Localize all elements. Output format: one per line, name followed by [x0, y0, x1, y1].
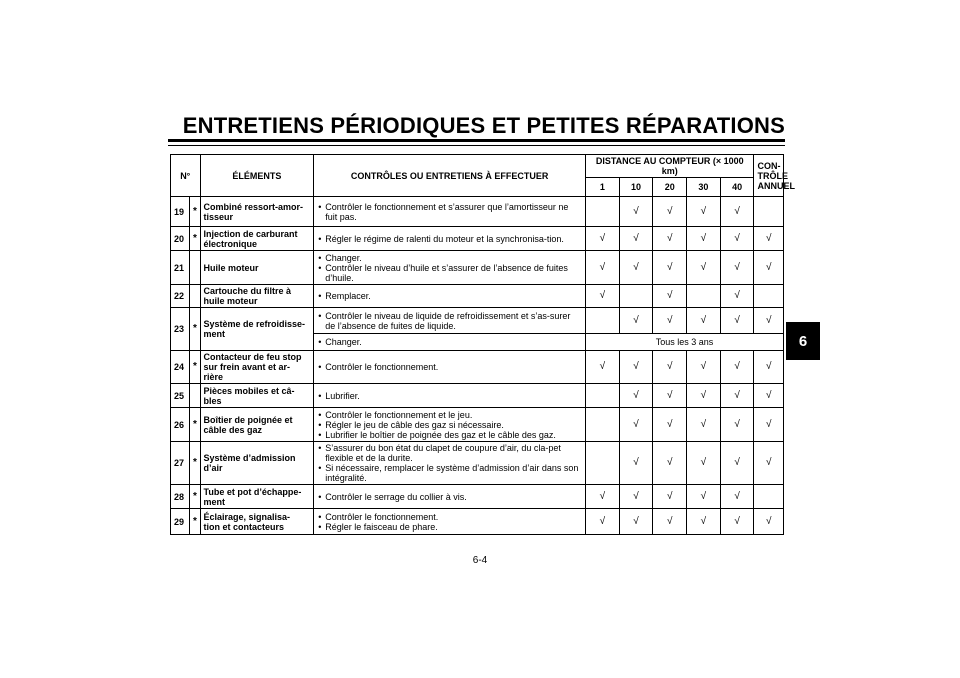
check-mark: √	[653, 384, 687, 408]
check-mark: √	[754, 308, 784, 334]
action-item: • Régler le faisceau de phare.	[317, 522, 582, 532]
check-mark: √	[720, 442, 754, 485]
dealer-marker: *	[189, 227, 200, 251]
row-actions	[314, 351, 586, 384]
check-mark: √	[653, 408, 687, 442]
row-number: 26	[171, 408, 190, 442]
dealer-marker	[189, 285, 200, 308]
check-mark: √	[653, 308, 687, 334]
check-mark: √	[619, 351, 653, 384]
element-label: Injection de carburant électronique	[203, 228, 298, 249]
check-mark	[754, 285, 784, 308]
table-row	[171, 227, 784, 251]
check-mark	[585, 384, 619, 408]
element-label: Huile moteur	[203, 262, 259, 273]
check-mark	[619, 285, 653, 308]
action-item: • Si nécessaire, remplacer le système d’admission d’air dans son intégralité.	[317, 463, 582, 483]
check-mark: √	[653, 485, 687, 509]
check-mark: √	[585, 227, 619, 251]
check-mark: √	[653, 251, 687, 285]
maintenance-table	[170, 154, 795, 535]
row-number: 23	[171, 308, 190, 351]
header-km: 1	[585, 178, 619, 197]
row-actions	[314, 251, 586, 285]
row-element	[200, 251, 314, 285]
row-element	[200, 442, 314, 485]
action-item: • Contrôler le fonctionnement.	[317, 512, 582, 522]
action-item: • Lubrifier le boîtier de poignée des gaz et le câble des gaz.	[317, 430, 582, 440]
table-row	[171, 197, 784, 227]
element-label: Tube et pot d’échappe- ment	[203, 486, 302, 507]
row-number: 24	[171, 351, 190, 384]
check-mark: √	[720, 509, 754, 535]
header-distance: DISTANCE AU COMPTEUR (× 1000 km)	[585, 155, 754, 178]
element-label: Système de refroidisse- ment	[203, 319, 306, 339]
element-label: Pièces mobiles et câ- bles	[203, 385, 295, 406]
header-km: 40	[720, 178, 754, 197]
table-row	[171, 308, 784, 334]
check-mark: √	[653, 351, 687, 384]
action-item: • Changer.	[317, 337, 582, 347]
interval-note: Tous les 3 ans	[585, 334, 783, 351]
row-actions	[314, 285, 586, 308]
action-item: • Contrôler le fonctionnement et s’assurer que l’amortisseur ne fuit pas.	[317, 202, 582, 222]
dealer-marker: *	[189, 197, 200, 227]
action-item: • Régler le jeu de câble des gaz si nécessaire.	[317, 420, 582, 430]
check-mark: √	[687, 442, 721, 485]
check-mark: √	[585, 285, 619, 308]
check-mark: √	[619, 485, 653, 509]
row-element	[200, 308, 314, 351]
dealer-marker: *	[189, 408, 200, 442]
check-mark: √	[687, 408, 721, 442]
title-rule-thick	[168, 139, 785, 142]
dealer-marker	[189, 251, 200, 285]
row-element	[200, 408, 314, 442]
check-mark: √	[687, 251, 721, 285]
check-mark: √	[653, 285, 687, 308]
check-mark: √	[619, 509, 653, 535]
row-actions	[314, 408, 586, 442]
check-mark	[754, 197, 784, 227]
check-mark: √	[720, 227, 754, 251]
check-mark: √	[720, 251, 754, 285]
element-label: Cartouche du filtre à huile moteur	[203, 286, 292, 306]
table-row	[171, 485, 784, 509]
row-number: 29	[171, 509, 190, 535]
row-actions	[314, 485, 586, 509]
row-actions	[314, 509, 586, 535]
check-mark: √	[585, 351, 619, 384]
action-item: • Contrôler le fonctionnement et le jeu.	[317, 410, 582, 420]
row-element	[200, 197, 314, 227]
check-mark: √	[619, 408, 653, 442]
check-mark: √	[653, 227, 687, 251]
check-mark: √	[754, 384, 784, 408]
row-number: 28	[171, 485, 190, 509]
table-row	[171, 408, 784, 442]
page-title: ENTRETIENS PÉRIODIQUES ET PETITES RÉPARATIONS	[182, 113, 785, 138]
check-mark: √	[754, 351, 784, 384]
check-mark: √	[653, 197, 687, 227]
check-mark: √	[754, 227, 784, 251]
table-row	[171, 285, 784, 308]
row-number: 19	[171, 197, 190, 227]
check-mark: √	[585, 251, 619, 285]
check-mark: √	[720, 351, 754, 384]
action-item: • Lubrifier.	[317, 391, 582, 401]
row-number: 20	[171, 227, 190, 251]
check-mark: √	[687, 384, 721, 408]
check-mark: √	[653, 509, 687, 535]
header-km: 30	[687, 178, 721, 197]
row-actions	[314, 227, 586, 251]
check-mark	[585, 442, 619, 485]
row-actions	[314, 442, 586, 485]
header-km: 20	[653, 178, 687, 197]
check-mark: √	[619, 197, 653, 227]
header-elements: ÉLÉMENTS	[200, 155, 314, 197]
action-item: • S’assurer du bon état du clapet de coupure d’air, du cla-pet flexible et de la durite.	[317, 443, 582, 463]
check-mark: √	[754, 408, 784, 442]
element-label: Éclairage, signalisa- tion et contacteurs	[203, 511, 291, 532]
header-km: 10	[619, 178, 653, 197]
action-item: • Remplacer.	[317, 291, 582, 301]
row-actions	[314, 308, 586, 334]
check-mark: √	[720, 285, 754, 308]
action-item: • Contrôler le serrage du collier à vis.	[317, 492, 582, 502]
check-mark: √	[687, 351, 721, 384]
action-item: • Contrôler le niveau de liquide de refroidissement et s’as-surer de l’absence de fuites de liquide.	[317, 311, 582, 331]
dealer-marker: *	[189, 308, 200, 351]
table-row	[171, 509, 784, 535]
row-element	[200, 285, 314, 308]
check-mark: √	[619, 384, 653, 408]
check-mark: √	[619, 251, 653, 285]
check-mark: √	[687, 485, 721, 509]
row-element	[200, 227, 314, 251]
row-number: 25	[171, 384, 190, 408]
element-label: Boîtier de poignée et câble des gaz	[203, 414, 293, 435]
element-label: Contacteur de feu stop sur frein avant et ar- rière	[203, 352, 302, 382]
check-mark: √	[687, 308, 721, 334]
header-num: N°	[171, 155, 201, 197]
table-row	[171, 351, 784, 384]
dealer-marker: *	[189, 509, 200, 535]
row-element	[200, 351, 314, 384]
check-mark: √	[754, 509, 784, 535]
dealer-marker: *	[189, 485, 200, 509]
row-number: 22	[171, 285, 190, 308]
row-element	[200, 509, 314, 535]
row-number: 27	[171, 442, 190, 485]
dealer-marker	[189, 384, 200, 408]
action-item: • Changer.	[317, 253, 582, 263]
table-body	[171, 197, 784, 535]
check-mark: √	[687, 509, 721, 535]
check-mark: √	[653, 442, 687, 485]
page-number: 6-4	[472, 555, 488, 566]
check-mark: √	[720, 408, 754, 442]
section-tab: 6	[786, 322, 820, 360]
table-row	[171, 251, 784, 285]
check-mark	[754, 485, 784, 509]
check-mark	[585, 308, 619, 334]
check-mark: √	[754, 442, 784, 485]
row-element	[200, 384, 314, 408]
table-row	[171, 384, 784, 408]
row-actions	[314, 334, 586, 351]
table-row	[171, 442, 784, 485]
check-mark: √	[720, 384, 754, 408]
check-mark: √	[720, 308, 754, 334]
title-rule-thin	[168, 145, 785, 146]
check-mark	[585, 408, 619, 442]
check-mark: √	[585, 509, 619, 535]
check-mark: √	[619, 308, 653, 334]
header-actions: CONTRÔLES OU ENTRETIENS À EFFECTUER	[314, 155, 586, 197]
element-label: Combiné ressort-amor- tisseur	[203, 201, 304, 222]
check-mark: √	[619, 227, 653, 251]
row-actions	[314, 384, 586, 408]
check-mark: √	[619, 442, 653, 485]
header-annual: CON- TRÔLE ANNUEL	[754, 155, 784, 197]
check-mark: √	[585, 485, 619, 509]
check-mark: √	[687, 227, 721, 251]
dealer-marker: *	[189, 351, 200, 384]
row-actions	[314, 197, 586, 227]
row-number: 21	[171, 251, 190, 285]
check-mark: √	[687, 197, 721, 227]
check-mark	[585, 197, 619, 227]
element-label: Système d’admission d’air	[203, 453, 296, 473]
check-mark: √	[720, 197, 754, 227]
check-mark	[687, 285, 721, 308]
check-mark: √	[720, 485, 754, 509]
dealer-marker: *	[189, 442, 200, 485]
action-item: • Régler le régime de ralenti du moteur et la synchronisa-tion.	[317, 234, 582, 244]
action-item: • Contrôler le fonctionnement.	[317, 362, 582, 372]
action-item: • Contrôler le niveau d’huile et s’assurer de l’absence de fuites d’huile.	[317, 263, 582, 283]
row-element	[200, 485, 314, 509]
check-mark: √	[754, 251, 784, 285]
